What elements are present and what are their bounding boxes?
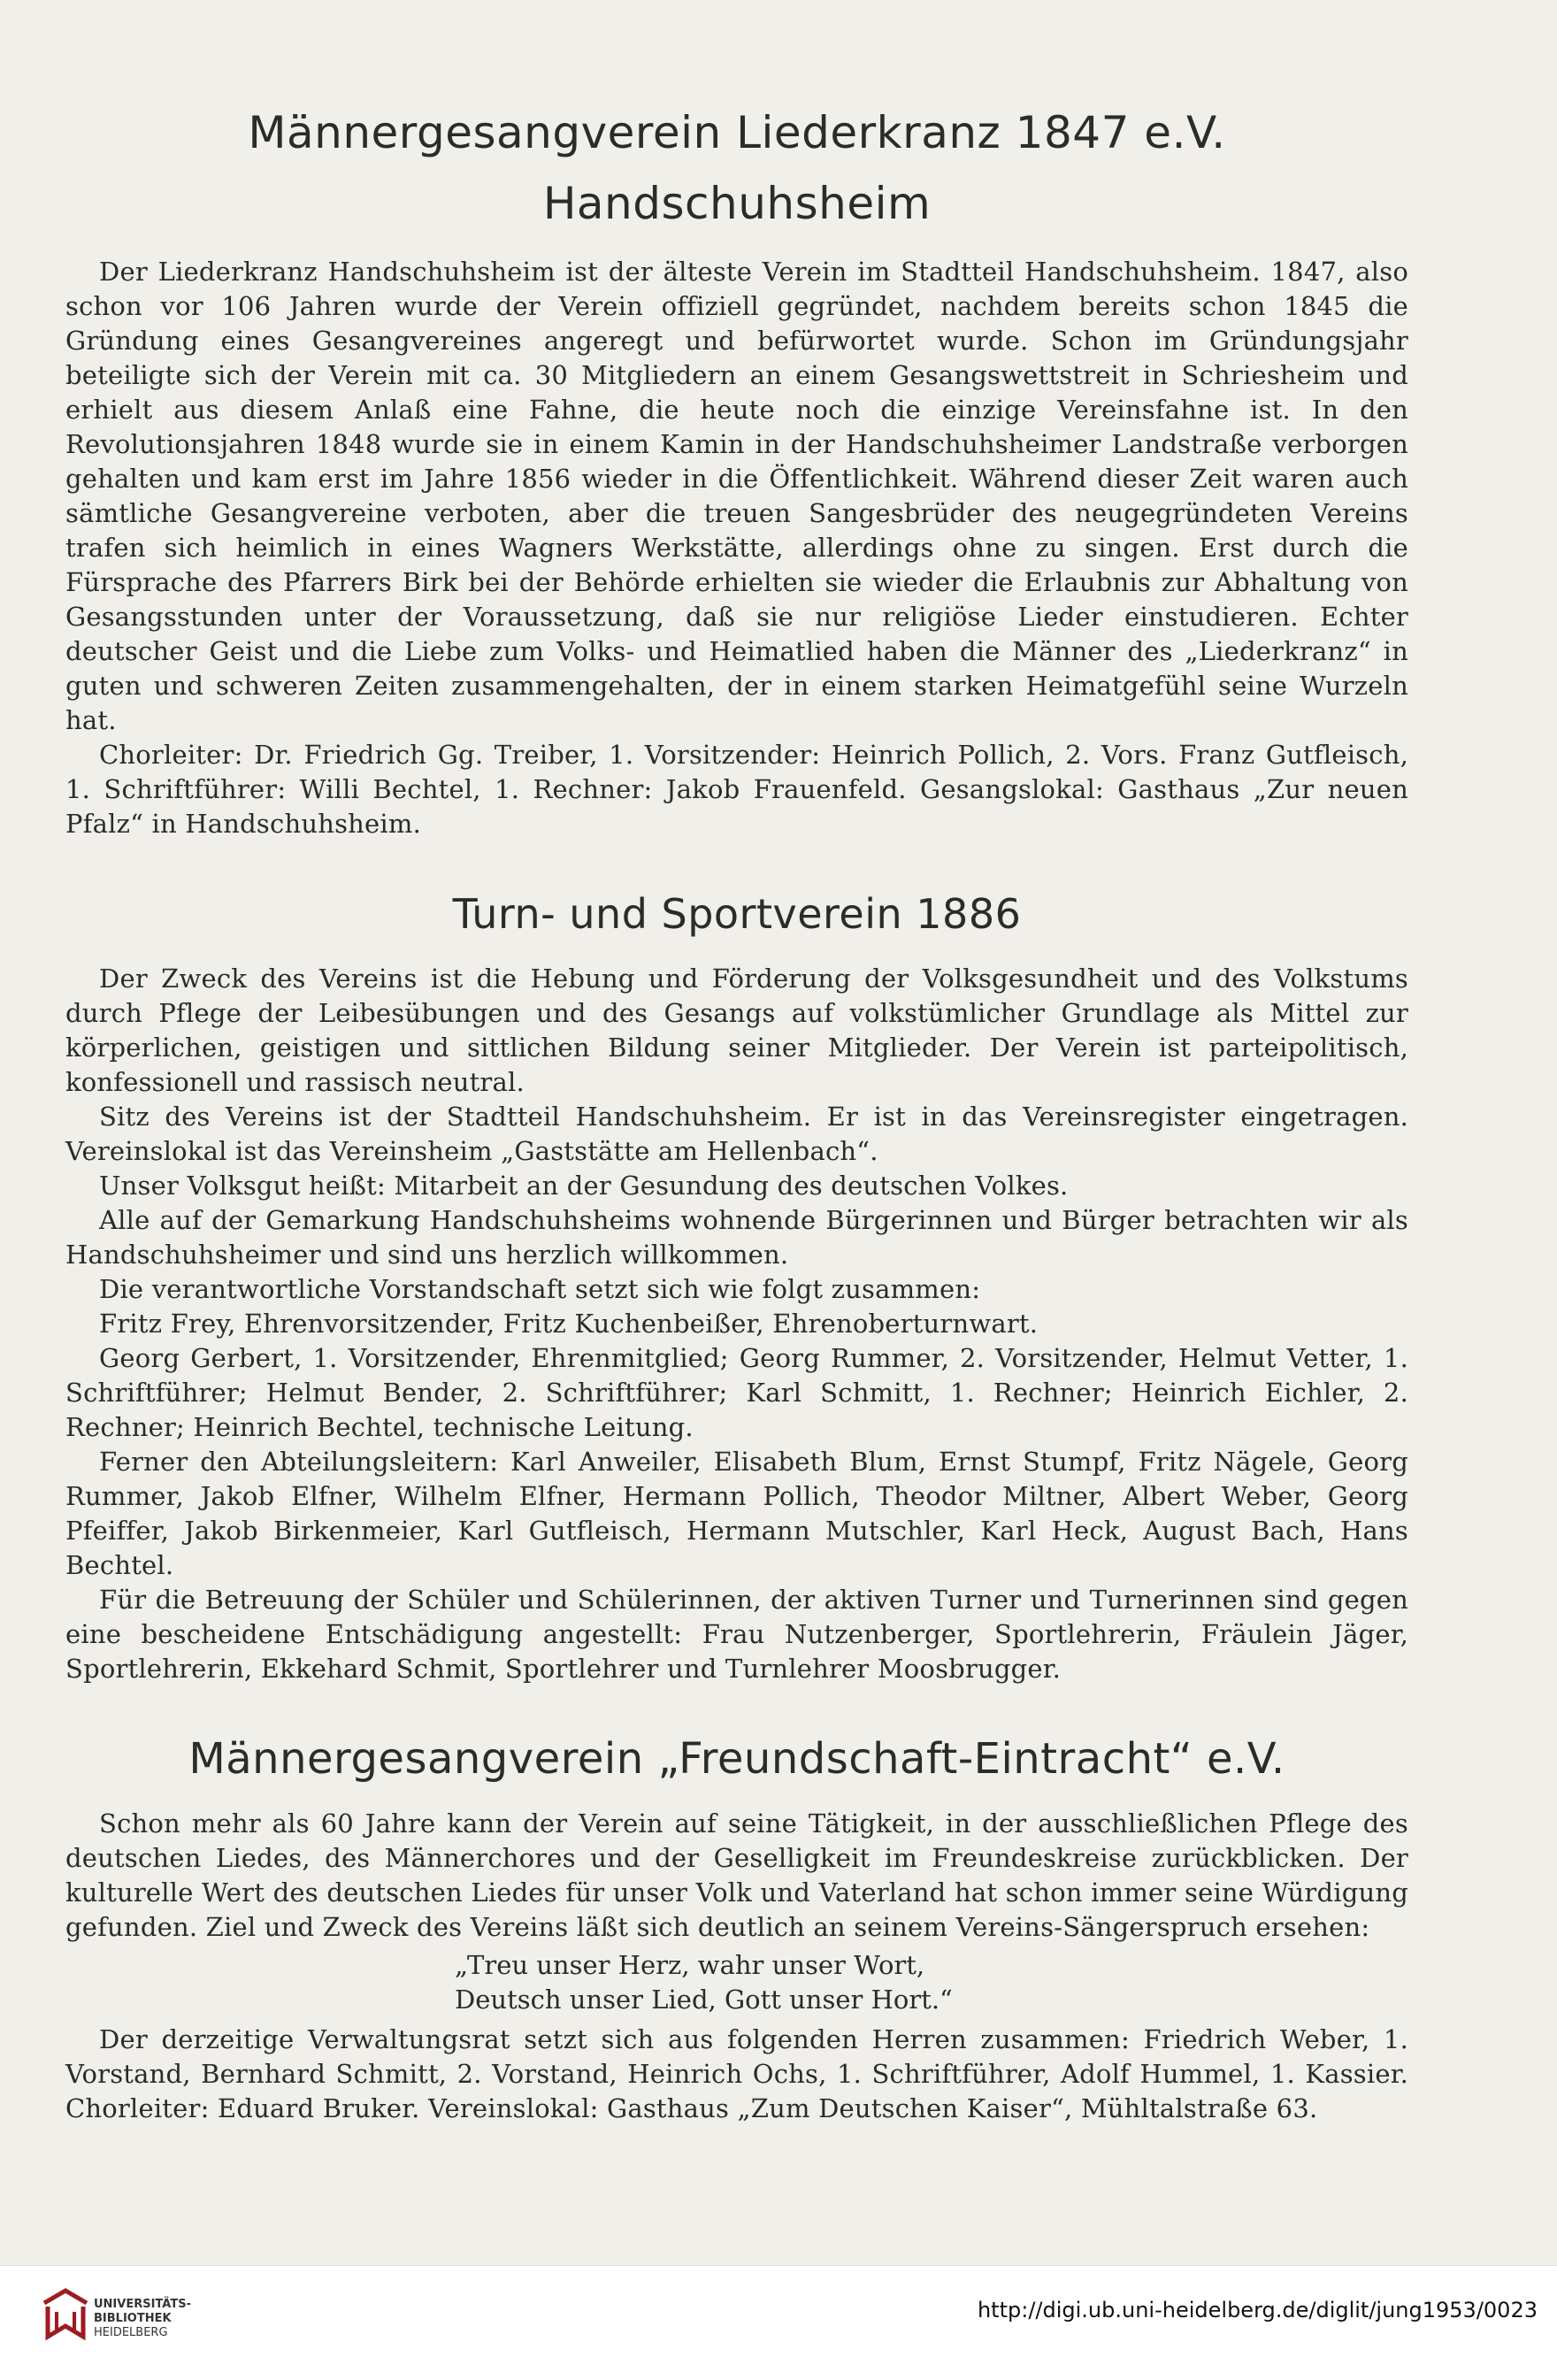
section-heading: Männergesangverein „Freundschaft-Eintracht“ e.V. — [188, 1734, 1285, 1784]
paragraph: Georg Gerbert, 1. Vorsitzender, Ehrenmitglied; Georg Rummer, 2. Vorsitzender, Helmut Vetter, 1. Schriftführer; Helmut Bender, 2. Schriftführer; Karl Schmitt, 1. Rechner; Heinrich Eichler, 2. Rechner; Heinrich Bechtel, technische Leitung. — [65, 1343, 1408, 1442]
paragraph: Unser Volksgut heißt: Mitarbeit an der Gesundung des deutschen Volkes. — [99, 1171, 1069, 1201]
section-liederkranz — [65, 97, 1408, 841]
footer-bar — [0, 2265, 1557, 2380]
section-heading: Turn- und Sportverein 1886 — [452, 890, 1022, 938]
paragraph: Ferner den Abteilungsleitern: Karl Anweiler, Elisabeth Blum, Ernst Stumpf, Fritz Nägele, Georg Rummer, Jakob Elfner, Wilhelm Elfner, Hermann Pollich, Theodor Miltner, Albert Weber, Georg Pfeiffer, Jakob Birkenmeier, Karl Gutfleisch, Hermann Mutschler, Karl Heck, August Bach, Hans Bechtel. — [65, 1447, 1408, 1580]
document-url-link[interactable]: http://digi.ub.uni-heidelberg.de/diglit/jung1953/0023 — [977, 2298, 1538, 2322]
paragraph: Die verantwortliche Vorstandschaft setzt sich wie folgt zusammen: — [99, 1274, 981, 1304]
library-line: BIBLIOTHEK — [94, 2312, 172, 2325]
paragraph: Alle auf der Gemarkung Handschuhsheims wohnende Bürgerinnen und Bürger betrachten wir als Handschuhsheimer und sind uns herzlich willkommen. — [65, 1205, 1408, 1270]
paragraph: Der Liederkranz Handschuhsheim ist der älteste Verein im Stadtteil Handschuhsheim. 1847, also schon vor 106 Jahren wurde der Verein offiziell gegründet, nachdem bereits schon 1845 die Gründung eines Gesangvereines angeregt und befürwortet wurde. Schon im Gründungsjahr beteiligte sich der Verein mit ca. 30 Mitgliedern an einem Gesangswettstreit in Schriesheim und erhielt aus diesem Anlaß eine Fahne, die heute noch die einzige Vereinsfahne ist. In den Revolutionsjahren 1848 wurde sie in einem Kamin in der Handschuhsheimer Landstraße verborgen gehalten und kam erst im Jahre 1856 wieder in die Öffentlichkeit. Während dieser Zeit waren auch sämtliche Gesangvereine verboten, aber die treuen Sangesbrüder des neugegründeten Vereins trafen sich heimlich in eines Wagners Werkstätte, allerdings ohne zu singen. Erst durch die Fürsprache des Pfarrers Birk bei der Behörde erhielten sie wieder die Erlaubnis zur Abhaltung von Gesangsstunden unter der Voraussetzung, daß sie nur religiöse Lieder einstudieren. Echter deutscher Geist und die Liebe zum Volks- und Heimatlied haben die Männer des „Liederkranz“ in guten und schweren Zeiten zusammengehalten, der in einem starken Heimatgefühl seine Wurzeln hat. — [65, 257, 1408, 735]
page-content — [65, 97, 1408, 2126]
library-line: UNIVERSITÄTS- — [94, 2298, 191, 2311]
paragraph: Schon mehr als 60 Jahre kann der Verein auf seine Tätigkeit, in der ausschließlichen Pflege des deutschen Liedes, des Männerchores und der Geselligkeit im Freundeskreise zurückblicken. Der kulturelle Wert des deutschen Liedes für unser Volk und Vaterland hat schon immer seine Würdigung gefunden. Ziel und Zweck des Vereins läßt sich deutlich an seinem Vereins-Sängerspruch ersehen: — [65, 1808, 1408, 1942]
paragraph: Sitz des Vereins ist der Stadtteil Handschuhsheim. Er ist in das Vereinsregister eingetragen. Vereinslokal ist das Vereinsheim „Gaststätte am Hellenbach“. — [65, 1102, 1408, 1166]
motto-quote — [65, 1948, 1408, 2017]
library-line: HEIDELBERG — [94, 2326, 168, 2339]
quote-line: „Treu unser Herz, wahr unser Wort, — [455, 1950, 925, 1980]
section-turnverein — [65, 880, 1408, 1686]
section-heading: Männergesangverein Liederkranz 1847 e.V. Handschuhsheim — [248, 107, 1226, 229]
section-freundschaft-eintracht — [65, 1724, 1408, 2126]
paragraph: Der derzeitige Verwaltungsrat setzt sich aus folgenden Herren zusammen: Friedrich Weber, 1. Vorstand, Bernhard Schmitt, 2. Vorstand, Heinrich Ochs, 1. Schriftführer, Adolf Hummel, 1. Kassier. Chorleiter: Eduard Bruker. Vereinslokal: Gasthaus „Zum Deutschen Kaiser“, Mühltalstraße 63. — [65, 2024, 1408, 2123]
paragraph: Chorleiter: Dr. Friedrich Gg. Treiber, 1. Vorsitzender: Heinrich Pollich, 2. Vors. Franz Gutfleisch, 1. Schriftführer: Willi Bechtel, 1. Rechner: Jakob Frauenfeld. Gesangslokal: Gasthaus „Zur neuen Pfalz“ in Handschuhsheim. — [65, 740, 1408, 839]
paragraph: Der Zweck des Vereins ist die Hebung und Förderung der Volksgesundheit und des Volkstums durch Pflege der Leibesübungen und des Gesangs auf volkstümlicher Grundlage als Mittel zur körperlichen, geistigen und sittlichen Bildung seiner Mitglieder. Der Verein ist parteipolitisch, konfessionell und rassisch neutral. — [65, 964, 1408, 1097]
paragraph: Fritz Frey, Ehrenvorsitzender, Fritz Kuchenbeißer, Ehrenoberturnwart. — [99, 1309, 1039, 1339]
library-name — [94, 2298, 191, 2340]
university-library-logo-icon[interactable] — [39, 2285, 92, 2344]
quote-line: Deutsch unser Lied, Gott unser Hort.“ — [455, 1985, 953, 2015]
paragraph: Für die Betreuung der Schüler und Schülerinnen, der aktiven Turner und Turnerinnen sind gegen eine bescheidene Entschädigung angestellt: Frau Nutzenberger, Sportlehrerin, Fräulein Jäger, Sportlehrerin, Ekkehard Schmit, Sportlehrer und Turnlehrer Moosbrugger. — [65, 1585, 1408, 1684]
